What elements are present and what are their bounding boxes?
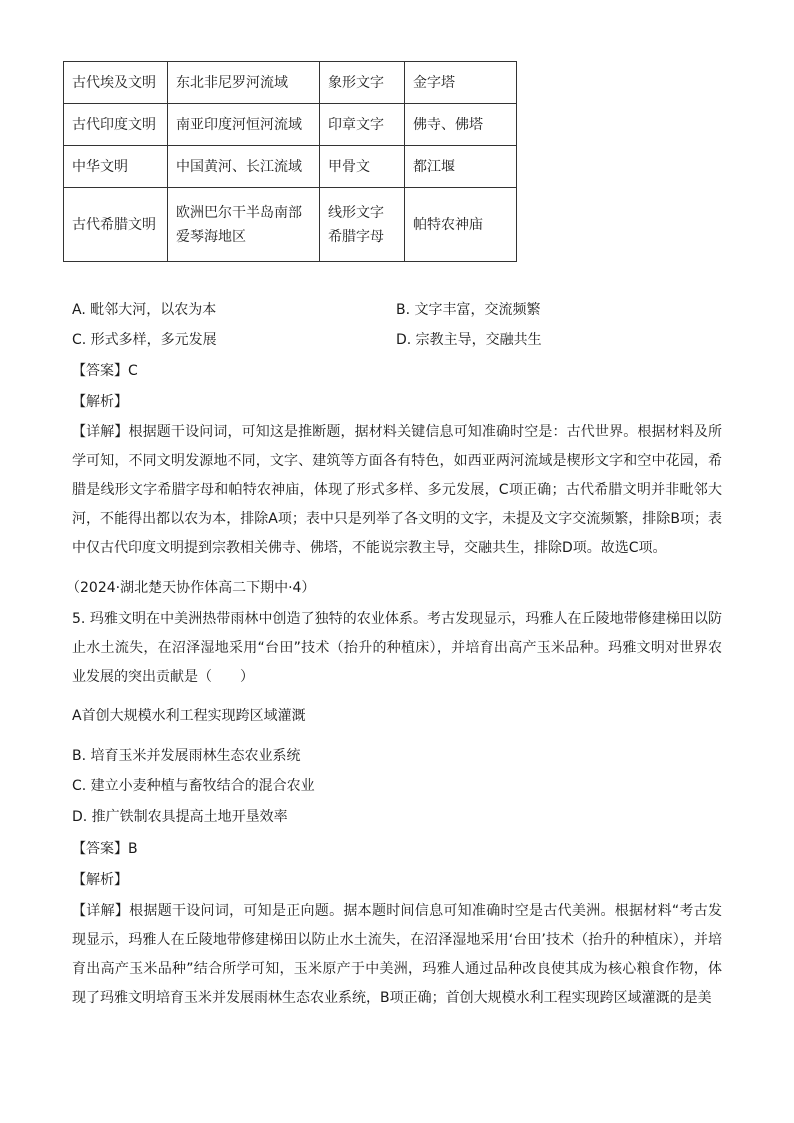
answer-label: 【答案】B [72,841,138,857]
option-a: A. 毗邻大河，以农为本 [72,302,217,318]
table-cell: 古代埃及文明 [64,62,168,104]
analysis-label: 【解析】 [72,872,128,888]
table-cell: 都江堰 [405,146,517,188]
table-cell: 甲骨文 [320,146,405,188]
option-b: B. 培育玉米并发展雨林生态农业系统 [72,748,301,764]
table-row [64,104,517,146]
cell-line: 欧洲巴尔干半岛南部 [176,204,302,221]
option-b: B. 文字丰富，交流频繁 [396,302,541,318]
cell-line: 线形文字 [328,204,384,221]
table-cell: 中华文明 [64,146,168,188]
table-cell [168,188,320,262]
answer-label: 【答案】C [72,363,138,379]
table-cell: 古代希腊文明 [64,188,168,262]
table-cell [320,188,405,262]
table-cell: 中国黄河、长江流域 [168,146,320,188]
table-cell: 金字塔 [405,62,517,104]
detail-paragraph: 【详解】根据题干设问词，可知是正向题。据本题时间信息可知准确时空是古代美洲。根据材料“考古发现显示，玛雅人在丘陵地带修建梯田以防止水土流失，在沼泽湿地采用‘台田’技术（抬升的种植床），并培育出高产玉米品种”结合所学可知，玉米原产于中美洲，玛雅人通过品种改良使其成为核心粮食作物，体现了玛雅文明培育玉米并发展雨林生态农业系统，B项正确；首创大规模水利工程实现跨区域灌溉的是美 [72,903,722,1006]
detail-paragraph: 【详解】根据题干设问词，可知这是推断题，据材料关键信息可知准确时空是：古代世界。根据材料及所学可知，不同文明发源地不同，文字、建筑等方面各有特色，如西亚两河流域是楔形文字和空中花园，希腊是线形文字希腊字母和帕特农神庙，体现了形式多样、多元发展，C项正确；古代希腊文明并非毗邻大河，不能得出都以农为本，排除A项；表中只是列举了各文明的文字，未提及文字交流频繁，排除B项；表中仅古代印度文明提到宗教相关佛寺、佛塔，不能说宗教主导，交融共生，排除D项。故选C项。 [72,424,722,556]
table-row [64,62,517,104]
analysis-label: 【解析】 [72,394,128,410]
cell-line: 希腊字母 [328,228,384,245]
table-row [64,146,517,188]
table-cell: 南亚印度河恒河流域 [168,104,320,146]
table-cell: 象形文字 [320,62,405,104]
question-source: （2024·湖北楚天协作体高二下期中·4） [66,580,316,596]
table-cell: 佛寺、佛塔 [405,104,517,146]
table-row [64,188,517,262]
table-cell: 古代印度文明 [64,104,168,146]
civilization-table [63,61,517,262]
table-cell: 帕特农神庙 [405,188,517,262]
question-stem: 5. 玛雅文明在中美洲热带雨林中创造了独特的农业体系。考古发现显示，玛雅人在丘陵地带修建梯田以防止水土流失，在沼泽湿地采用“台田”技术（抬升的种植床），并培育出高产玉米品种。玛雅文明对世界农业发展的突出贡献是（ ） [72,611,722,685]
option-c: C. 建立小麦种植与畜牧结合的混合农业 [72,778,315,794]
cell-line: 爱琴海地区 [176,228,246,245]
table-cell: 东北非尼罗河流域 [168,62,320,104]
option-a: A首创大规模水利工程实现跨区域灌溉 [72,708,306,724]
option-d: D. 宗教主导，交融共生 [396,332,542,348]
option-d: D. 推广铁制农具提高土地开垦效率 [72,809,288,825]
table-cell: 印章文字 [320,104,405,146]
option-c: C. 形式多样，多元发展 [72,332,217,348]
